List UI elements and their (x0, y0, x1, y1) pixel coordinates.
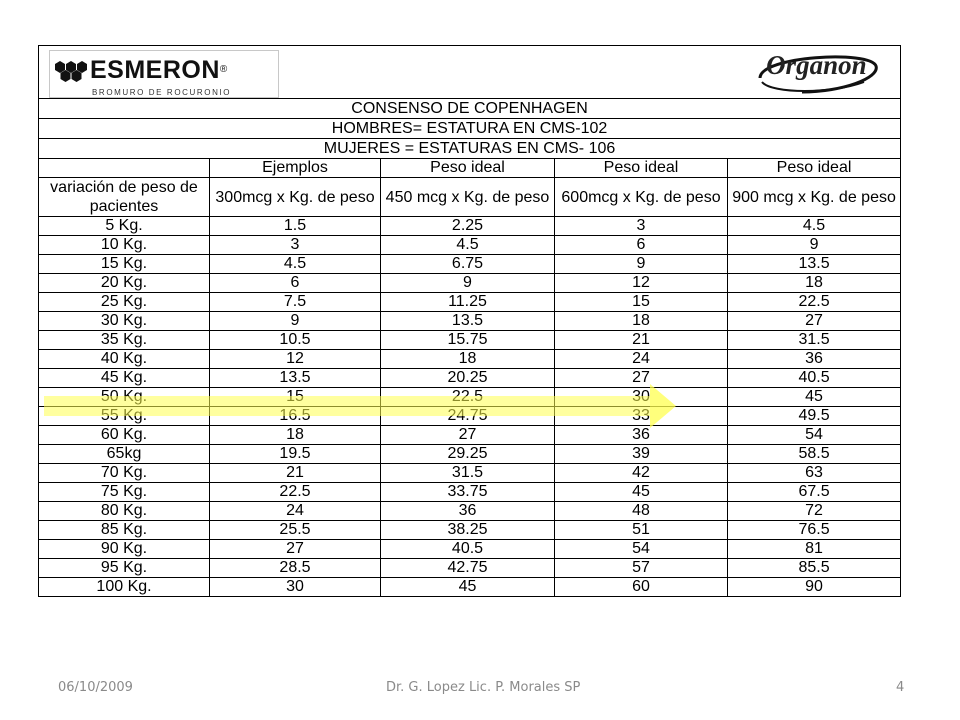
dose-cell: 40.5 (381, 540, 555, 559)
table-row (39, 464, 901, 483)
dose-cell: 30 (210, 578, 381, 597)
weight-cell: 85 Kg. (39, 521, 210, 540)
table-row (39, 502, 901, 521)
table-row (39, 445, 901, 464)
table-row (39, 312, 901, 331)
esmeron-wordmark: ESMERON® (90, 56, 228, 84)
table-row (39, 236, 901, 255)
dose-cell: 76.5 (728, 521, 901, 540)
logo-row (39, 46, 901, 99)
dose-cell: 12 (210, 350, 381, 369)
table-row (39, 274, 901, 293)
weight-cell: 10 Kg. (39, 236, 210, 255)
highlight-band (44, 396, 650, 416)
dose-cell: 4.5 (210, 255, 381, 274)
table-row (39, 426, 901, 445)
dose-cell: 31.5 (728, 331, 901, 350)
dose-cell: 18 (210, 426, 381, 445)
dose-cell: 19.5 (210, 445, 381, 464)
dose-cell: 45 (381, 578, 555, 597)
table-row (39, 331, 901, 350)
dose-cell: 42.75 (381, 559, 555, 578)
weight-cell: 95 Kg. (39, 559, 210, 578)
dose-cell: 11.25 (381, 293, 555, 312)
dose-cell: 2.25 (381, 217, 555, 236)
weight-cell: 20 Kg. (39, 274, 210, 293)
header-cell: 450 mcg x Kg. de peso (381, 178, 555, 217)
dose-cell: 9 (728, 236, 901, 255)
dose-cell: 15.75 (381, 331, 555, 350)
table-row (39, 540, 901, 559)
dose-cell: 51 (555, 521, 728, 540)
dose-cell: 20.25 (381, 369, 555, 388)
dose-cell: 9 (210, 312, 381, 331)
table-row (39, 255, 901, 274)
dose-cell: 33.75 (381, 483, 555, 502)
dose-cell: 27 (555, 369, 728, 388)
dose-cell: 4.5 (728, 217, 901, 236)
weight-cell: 5 Kg. (39, 217, 210, 236)
dose-cell: 25.5 (210, 521, 381, 540)
dose-cell: 40.5 (728, 369, 901, 388)
weight-cell: 25 Kg. (39, 293, 210, 312)
dose-cell: 22.5 (728, 293, 901, 312)
dose-cell: 18 (555, 312, 728, 331)
dose-cell: 21 (210, 464, 381, 483)
title-row (39, 119, 901, 139)
weight-cell: 45 Kg. (39, 369, 210, 388)
dose-cell: 24 (555, 350, 728, 369)
title-row (39, 99, 901, 119)
dose-cell: 6.75 (381, 255, 555, 274)
weight-cell: 65kg (39, 445, 210, 464)
dose-cell: 45 (728, 388, 901, 407)
weight-cell: 80 Kg. (39, 502, 210, 521)
title-row (39, 139, 901, 159)
esmeron-logo (49, 50, 279, 98)
dose-cell: 18 (381, 350, 555, 369)
title-hombres: HOMBRES= ESTATURA EN CMS-102 (39, 119, 901, 139)
weight-cell: 100 Kg. (39, 578, 210, 597)
weight-cell: 40 Kg. (39, 350, 210, 369)
dose-cell: 54 (728, 426, 901, 445)
table-row (39, 293, 901, 312)
dose-cell: 13.5 (381, 312, 555, 331)
dose-cell: 58.5 (728, 445, 901, 464)
highlight-arrow-icon (650, 384, 676, 428)
dose-cell: 81 (728, 540, 901, 559)
table-row (39, 369, 901, 388)
dose-cell: 1.5 (210, 217, 381, 236)
header-cell: 300mcg x Kg. de peso (210, 178, 381, 217)
dose-cell: 42 (555, 464, 728, 483)
organon-wordmark: Organon (766, 50, 867, 80)
weight-cell: 15 Kg. (39, 255, 210, 274)
table-row (39, 578, 901, 597)
weight-cell: 30 Kg. (39, 312, 210, 331)
dose-cell: 36 (555, 426, 728, 445)
dose-cell: 18 (728, 274, 901, 293)
dose-cell: 9 (555, 255, 728, 274)
header-cell: Peso ideal (555, 159, 728, 178)
dose-cell: 36 (728, 350, 901, 369)
footer-author: Dr. G. Lopez Lic. P. Morales SP (386, 680, 581, 695)
dose-cell: 3 (555, 217, 728, 236)
header-cell: 600mcg x Kg. de peso (555, 178, 728, 217)
title-mujeres: MUJERES = ESTATURAS EN CMS- 106 (39, 139, 901, 159)
dose-cell: 85.5 (728, 559, 901, 578)
dose-cell: 49.5 (728, 407, 901, 426)
dose-cell: 38.25 (381, 521, 555, 540)
weight-cell: 35 Kg. (39, 331, 210, 350)
dose-cell: 31.5 (381, 464, 555, 483)
weight-cell: 60 Kg. (39, 426, 210, 445)
dose-cell: 9 (381, 274, 555, 293)
dose-cell: 12 (555, 274, 728, 293)
dose-cell: 22.5 (210, 483, 381, 502)
dose-cell: 39 (555, 445, 728, 464)
weight-cell: 75 Kg. (39, 483, 210, 502)
dose-cell: 54 (555, 540, 728, 559)
hexagon-logo-icon (54, 59, 90, 85)
table-row (39, 521, 901, 540)
dose-cell: 6 (555, 236, 728, 255)
dose-cell: 36 (381, 502, 555, 521)
weight-cell: 70 Kg. (39, 464, 210, 483)
table-row (39, 483, 901, 502)
dose-cell: 24 (210, 502, 381, 521)
table-row (39, 559, 901, 578)
header-cell: variación de peso de pacientes (39, 178, 210, 217)
dose-cell: 63 (728, 464, 901, 483)
dose-cell: 60 (555, 578, 728, 597)
dose-cell: 13.5 (728, 255, 901, 274)
header-cell: Peso ideal (381, 159, 555, 178)
header-cell (39, 159, 210, 178)
organon-logo (752, 48, 882, 96)
table-row (39, 217, 901, 236)
dose-cell: 72 (728, 502, 901, 521)
footer-page-number: 4 (896, 680, 905, 695)
dosage-table (38, 45, 901, 597)
dose-cell: 4.5 (381, 236, 555, 255)
dose-cell: 3 (210, 236, 381, 255)
dose-cell: 67.5 (728, 483, 901, 502)
dose-cell: 27 (728, 312, 901, 331)
dose-cell: 45 (555, 483, 728, 502)
dose-cell: 13.5 (210, 369, 381, 388)
dose-cell: 15 (555, 293, 728, 312)
esmeron-subtitle: BROMURO DE ROCURONIO (92, 88, 232, 97)
footer-date: 06/10/2009 (58, 680, 133, 695)
table-row (39, 350, 901, 369)
dose-cell: 48 (555, 502, 728, 521)
weight-cell: 90 Kg. (39, 540, 210, 559)
dose-cell: 90 (728, 578, 901, 597)
header-cell: Peso ideal (728, 159, 901, 178)
header-row-1 (39, 159, 901, 178)
dose-cell: 7.5 (210, 293, 381, 312)
header-row-2 (39, 178, 901, 217)
dose-cell: 27 (381, 426, 555, 445)
dose-cell: 28.5 (210, 559, 381, 578)
header-cell: 900 mcg x Kg. de peso (728, 178, 901, 217)
dose-cell: 27 (210, 540, 381, 559)
dose-cell: 6 (210, 274, 381, 293)
dose-cell: 10.5 (210, 331, 381, 350)
dose-cell: 57 (555, 559, 728, 578)
title-consenso: CONSENSO DE COPENHAGEN (39, 99, 901, 119)
dose-cell: 29.25 (381, 445, 555, 464)
dose-cell: 21 (555, 331, 728, 350)
header-cell: Ejemplos (210, 159, 381, 178)
